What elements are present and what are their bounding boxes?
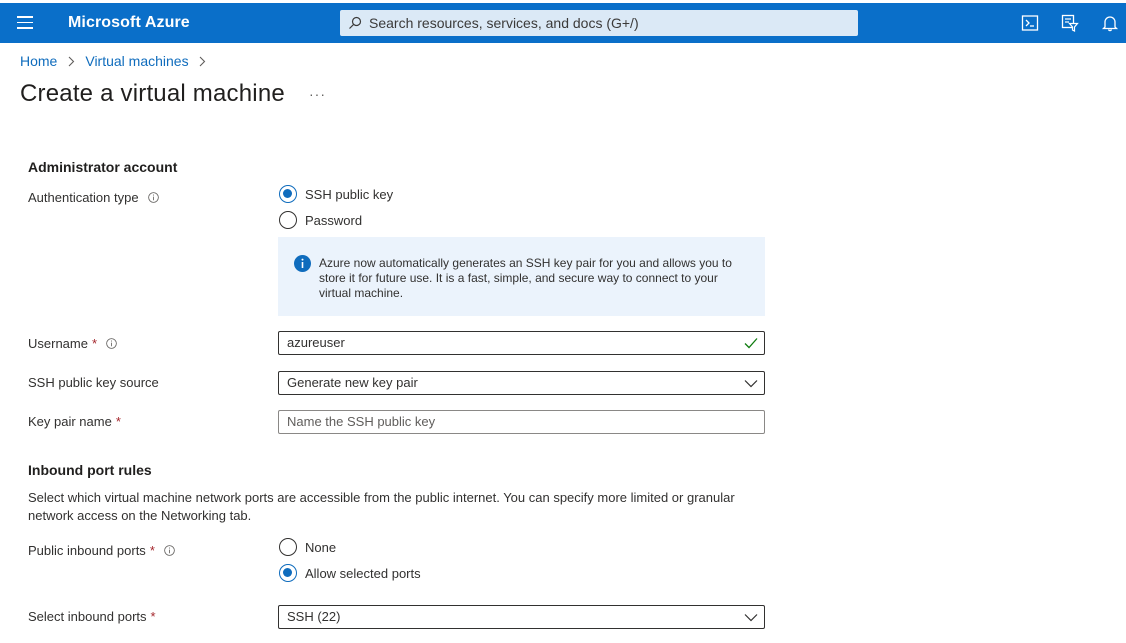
radio-label: Allow selected ports	[305, 565, 421, 581]
brand-title[interactable]: Microsoft Azure	[68, 14, 190, 31]
ssh-key-source-dropdown[interactable]	[278, 371, 765, 395]
directory-filter-icon[interactable]	[1061, 14, 1079, 32]
search-placeholder: Search resources, services, and docs (G+/)	[369, 15, 639, 31]
ssh-key-source-label	[28, 375, 159, 390]
required-marker: *	[150, 609, 156, 624]
username-text: Username	[28, 336, 88, 351]
ssh-key-source-value: Generate new key pair	[287, 375, 418, 390]
radio-label: Password	[305, 212, 363, 228]
radio-selected-icon	[279, 185, 297, 203]
key-pair-name-label	[28, 414, 121, 429]
radio-unselected-icon	[279, 211, 297, 229]
info-message-text: Azure now automatically generates an SSH key pair for you and allows you to store it for future use. It is a fast, simple, and secure way to connect to your virtual machine.	[319, 256, 732, 300]
search-input[interactable]	[340, 10, 858, 36]
required-marker: *	[149, 543, 155, 558]
info-icon[interactable]	[164, 545, 175, 556]
username-label	[28, 336, 117, 351]
breadcrumb-virtual-machines[interactable]: Virtual machines	[85, 53, 189, 69]
chevron-right-icon	[64, 54, 78, 68]
notifications-icon[interactable]	[1101, 14, 1119, 32]
info-filled-icon	[294, 255, 311, 272]
chevron-down-icon	[744, 377, 758, 389]
radio-allow-selected-ports[interactable]	[279, 564, 421, 582]
select-inbound-ports-text: Select inbound ports	[28, 609, 147, 624]
breadcrumb	[20, 53, 217, 69]
radio-unselected-icon	[279, 538, 297, 556]
radio-selected-icon	[279, 564, 297, 582]
section-heading-administrator-account: Administrator account	[28, 159, 178, 175]
select-inbound-ports-label	[28, 609, 156, 624]
username-field[interactable]	[278, 331, 765, 355]
checkmark-icon	[744, 337, 758, 349]
key-pair-name-input[interactable]	[278, 410, 765, 434]
public-inbound-ports-text: Public inbound ports	[28, 543, 146, 558]
radio-password[interactable]	[279, 211, 362, 229]
key-pair-name-text: Key pair name	[28, 414, 112, 429]
public-inbound-ports-label	[28, 543, 175, 558]
info-icon[interactable]	[148, 192, 159, 203]
required-marker: *	[115, 414, 121, 429]
breadcrumb-home[interactable]: Home	[20, 53, 58, 69]
radio-none[interactable]	[279, 538, 336, 556]
inbound-description: Select which virtual machine network ports are accessible from the public internet. You can specify more limited or granular network access on the Networking tab.	[28, 490, 735, 523]
ssh-key-source-text: SSH public key source	[28, 375, 159, 390]
cloud-shell-icon[interactable]	[1021, 14, 1039, 32]
more-options-button[interactable]: ···	[309, 86, 326, 102]
required-marker: *	[91, 336, 98, 351]
radio-label: None	[305, 539, 337, 555]
select-inbound-ports-value: SSH (22)	[287, 609, 341, 624]
authentication-type-label	[28, 190, 159, 205]
username-value: azureuser	[287, 335, 345, 350]
chevron-down-icon	[744, 611, 758, 623]
info-icon[interactable]	[106, 338, 117, 349]
chevron-right-icon	[196, 54, 210, 68]
select-inbound-ports-dropdown[interactable]	[278, 605, 765, 629]
section-heading-inbound-port-rules: Inbound port rules	[28, 462, 152, 478]
radio-ssh-public-key[interactable]	[279, 185, 393, 203]
authentication-type-text: Authentication type	[28, 190, 139, 205]
page-title: Create a virtual machine	[20, 80, 285, 107]
radio-label: SSH public key	[305, 186, 394, 202]
ssh-info-message	[278, 237, 765, 316]
menu-icon[interactable]	[17, 16, 33, 30]
top-bar	[0, 3, 1126, 43]
search-icon	[348, 16, 362, 30]
key-pair-name-placeholder: Name the SSH public key	[287, 414, 436, 429]
